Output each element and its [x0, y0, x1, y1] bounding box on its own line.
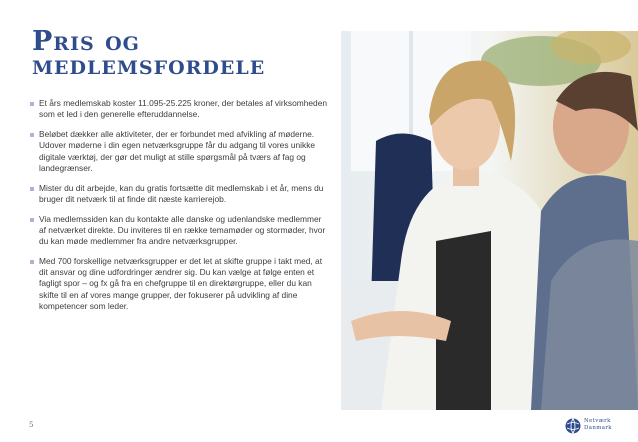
meeting-photo: [341, 31, 638, 410]
title-line-1: Pris og: [32, 26, 140, 57]
logo-text: [584, 418, 612, 432]
list-item: Et års medlemskab koster 11.095-25.225 kroner, der betales af virksomheden som et led i den generelle efteruddannelse.: [30, 98, 330, 120]
page-title: [32, 26, 332, 81]
benefits-list: [30, 98, 330, 321]
page-number: 5: [29, 421, 34, 429]
logo: [565, 416, 625, 436]
logo-line-1: Netværk: [584, 418, 611, 424]
meeting-photo-illustration: [341, 31, 638, 410]
list-item: Mister du dit arbejde, kan du gratis fortsætte dit medlemskab i et år, mens du bruger dit netværk til at finde dit næste karrierejob.: [30, 183, 330, 205]
logo-line-2: Danmark: [584, 425, 612, 431]
list-item: Med 700 forskellige netværksgrupper er det let at skifte gruppe i takt med, at dit ansvar og dine udfordringer ændrer sig. Du kan vælge at følge enten et fagligt spor – og fx gå fra en chefgruppe til en direktørgruppe, eller du kan skifte til en af vores mange grupper, der fokuserer på udvikling af dine kompetencer som leder.: [30, 256, 330, 312]
list-item: Beløbet dækker alle aktiviteter, der er forbundet med afvikling af møderne. Udover møderne i din egen netværksgruppe får du adgang til vores unikke digitale værktøj, der gør det muligt at stille spørgsmål på tværs af fag og landegrænser.: [30, 129, 330, 174]
globe-logo-icon: [565, 418, 581, 434]
title-line-2: medlemsfordele: [32, 50, 266, 81]
list-item: Via medlemssiden kan du kontakte alle danske og udenlandske medlemmer af netværket direkte. Du inviteres til en række temamøder og stormøder, hvor du kan møde medlemmer fra andre netværksgrupper.: [30, 214, 330, 248]
